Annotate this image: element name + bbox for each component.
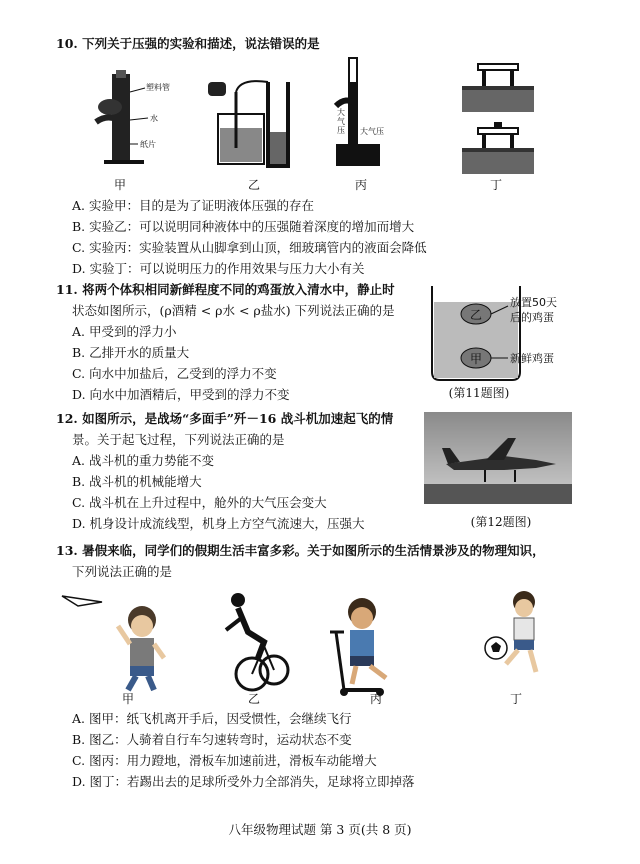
svg-text:气: 气 [337, 117, 345, 126]
label-fresh-egg: 新鲜鸡蛋 [510, 352, 554, 365]
svg-text:压: 压 [337, 126, 345, 135]
q10-option-b: B. 实验乙：可以说明同种液体中的压强随着深度的增加而增大 [72, 219, 415, 234]
label-water: 水 [150, 114, 158, 123]
q12-option-b: B. 战斗机的机械能增大 [72, 474, 202, 489]
label-tube: 塑料管 [146, 83, 170, 92]
caption-bing: 丙 [354, 178, 367, 192]
figure-yi-cyclist [226, 593, 288, 690]
figure-jia-paper-plane [62, 596, 164, 690]
q11-option-b: B. 乙排开水的质量大 [72, 345, 190, 360]
q10-option-c: C. 实验丙：实验装置从山脚拿到山顶，细玻璃管内的液面会降低 [72, 240, 427, 255]
q11-option-c: C. 向水中加盐后，乙受到的浮力不变 [72, 366, 277, 381]
q13-stem-line1: 13. 暑假来临，同学们的假期生活丰富多彩。关于如图所示的生活情景涉及的物理知识， [56, 543, 545, 558]
q13-caption-ding: 丁 [509, 692, 522, 706]
q13-stem-line2: 下列说法正确的是 [72, 564, 173, 579]
q12-caption: (第12题图) [470, 515, 532, 529]
q10-figures [0, 52, 640, 192]
q11-option-d: D. 向水中加酒精后，甲受到的浮力不变 [72, 387, 290, 402]
q13-option-a: A. 图甲：纸飞机离开手后，因受惯性，会继续飞行 [72, 711, 352, 726]
q12-option-d: D. 机身设计成流线型，机身上方空气流速大，压强大 [72, 516, 365, 531]
q12-option-a: A. 战斗机的重力势能不变 [72, 453, 214, 468]
q11-stem-line2: 状态如图所示，(ρ酒精 < ρ水 < ρ盐水) 下列说法正确的是 [72, 303, 395, 318]
caption-jia: 甲 [113, 178, 126, 192]
q13-caption-bing: 丙 [369, 692, 382, 706]
figure-bing-barometer [336, 58, 384, 166]
figure-ding-table-sponge [462, 64, 534, 174]
q12-stem-line1: 12. 如图所示，是战场“多面手”歼－16 战斗机加速起飞的情 [56, 411, 394, 426]
q13-option-b: B. 图乙：人骑着自行车匀速转弯时，运动状态不变 [72, 732, 352, 747]
label-old-egg-1: 放置50天 [510, 296, 557, 309]
q13-caption-yi: 乙 [247, 692, 260, 706]
q11-stem-line1: 11. 将两个体积相同新鲜程度不同的鸡蛋放入清水中，静止时 [56, 282, 395, 297]
label-old-egg-2: 后的鸡蛋 [510, 311, 554, 324]
q10-stem: 10. 下列关于压强的实验和描述，说法错误的是 [56, 36, 320, 51]
egg-top-label: 乙 [470, 308, 483, 322]
q12-option-c: C. 战斗机在上升过程中，舱外的大气压会变大 [72, 495, 327, 510]
q10-option-d: D. 实验丁：可以说明压力的作用效果与压力大小有关 [72, 261, 365, 276]
label-paper: 纸片 [140, 140, 156, 149]
q13-caption-jia: 甲 [121, 692, 134, 706]
paper-plane-icon [62, 596, 102, 606]
figure-ding-football [485, 591, 536, 672]
q11-option-a: A. 甲受到的浮力小 [72, 324, 177, 339]
page-footer: 八年级物理试题 第 3 页(共 8 页) [228, 822, 412, 837]
q13-figures [0, 586, 640, 702]
figure-jia-tube-paper [96, 70, 170, 164]
q13-option-c: C. 图丙：用力蹬地，滑板车加速前进，滑板车动能增大 [72, 753, 377, 768]
q10-option-a: A. 实验甲：目的是为了证明液体压强的存在 [72, 198, 314, 213]
q11-figure-eggs [424, 284, 594, 384]
q12-stem-line2: 景。关于起飞过程，下列说法正确的是 [72, 432, 285, 447]
q11-caption: (第11题图) [448, 386, 510, 400]
caption-ding: 丁 [489, 178, 502, 192]
q12-jet-photo [424, 412, 572, 504]
figure-bing-scooter [330, 598, 386, 696]
label-air-pressure-right: 大气压 [360, 127, 384, 136]
egg-bottom-label: 甲 [470, 352, 483, 366]
figure-yi-pressure-gauge [208, 81, 290, 168]
q13-option-d: D. 图丁：若踢出去的足球所受外力全部消失，足球将立即掉落 [72, 774, 415, 789]
caption-yi: 乙 [247, 178, 260, 192]
label-air-pressure-left: 大 [337, 108, 345, 117]
